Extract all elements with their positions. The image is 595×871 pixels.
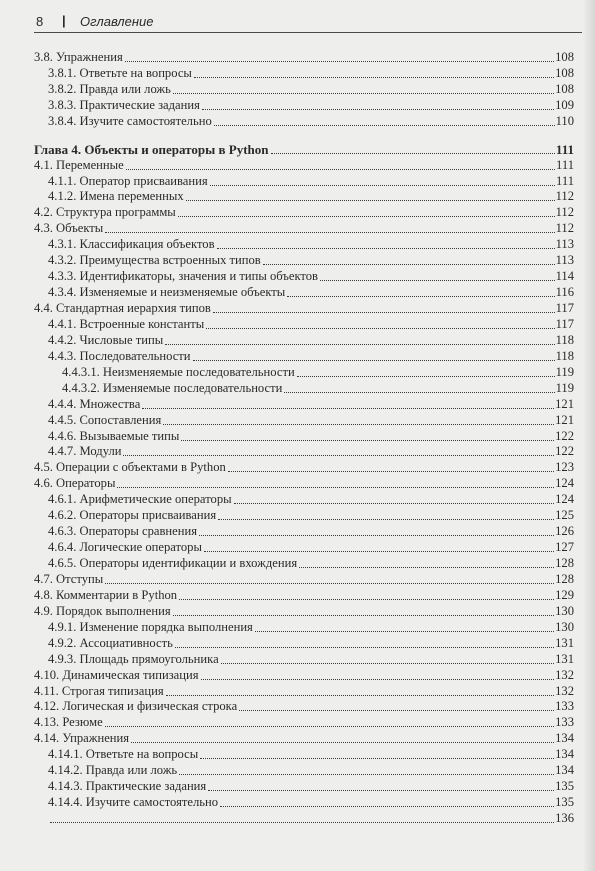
toc-entry-page-number: 118 bbox=[555, 348, 574, 363]
toc-dot-leader bbox=[202, 109, 554, 110]
toc-entry-page-number: 112 bbox=[555, 205, 574, 220]
toc-entry-label: 4.8. Комментарии в Python bbox=[34, 587, 178, 602]
toc-entry-label: 4.9.2. Ассоциативность bbox=[48, 635, 173, 650]
toc-dot-leader bbox=[210, 185, 555, 186]
toc-dot-leader bbox=[199, 535, 554, 536]
toc-entry bbox=[34, 779, 574, 795]
toc-entry-label: 4.4.3.2. Изменяемые последовательности bbox=[62, 380, 283, 395]
toc-entry-page-number: 108 bbox=[555, 49, 574, 64]
toc-dot-leader bbox=[131, 742, 554, 743]
toc-entry bbox=[34, 620, 574, 636]
toc-entry-page-number: 135 bbox=[555, 779, 574, 794]
toc-entry bbox=[34, 349, 574, 365]
toc-dot-leader bbox=[239, 710, 554, 711]
toc-entry-page-number: 133 bbox=[555, 699, 574, 714]
toc-entry-label: 4.6.2. Операторы присваивания bbox=[48, 508, 217, 523]
toc-entry-page-number: 134 bbox=[555, 747, 574, 762]
toc-chapter-entry bbox=[34, 142, 574, 158]
toc-entry-page-number: 113 bbox=[555, 253, 574, 268]
toc-entry-page-number: 117 bbox=[555, 301, 574, 316]
toc-entry bbox=[34, 285, 574, 301]
toc-entry bbox=[34, 731, 574, 747]
toc-entry-label: 4.4. Стандартная иерархия типов bbox=[34, 301, 211, 316]
toc-entry-page-number: 122 bbox=[555, 428, 574, 443]
toc-entry-page-number: 111 bbox=[556, 157, 574, 172]
toc-entry bbox=[34, 460, 574, 476]
toc-dot-leader bbox=[105, 232, 554, 233]
toc-entry-label: 4.2. Структура программы bbox=[34, 205, 176, 220]
toc-entry-page-number: 128 bbox=[555, 556, 574, 571]
toc-entry-label: 4.6. Операторы bbox=[34, 476, 116, 491]
toc-dot-leader bbox=[320, 280, 555, 281]
toc-dot-leader bbox=[50, 822, 554, 823]
toc-entry bbox=[34, 572, 574, 588]
toc-dot-leader bbox=[208, 790, 554, 791]
toc-entry-label: 4.6.5. Операторы идентификации и вхождения bbox=[48, 556, 298, 571]
toc-entry-page-number: 135 bbox=[555, 795, 574, 810]
toc-entry-label: 4.7. Отступы bbox=[34, 571, 104, 586]
toc-entry-label: 4.4.3. Последовательности bbox=[48, 348, 191, 363]
toc-entry bbox=[34, 795, 574, 811]
toc-dot-leader bbox=[263, 264, 555, 265]
toc-entry bbox=[34, 668, 574, 684]
toc-dot-leader bbox=[234, 503, 555, 504]
toc-dot-leader bbox=[284, 392, 554, 393]
toc-entry bbox=[34, 684, 574, 700]
toc-entry bbox=[34, 190, 574, 206]
toc-entry-label: 4.6.4. Логические операторы bbox=[48, 540, 202, 555]
toc-entry-page-number: 121 bbox=[555, 396, 574, 411]
toc-entry bbox=[34, 174, 574, 190]
toc-entry bbox=[34, 397, 574, 413]
toc-entry-page-number: 117 bbox=[555, 316, 574, 331]
toc-dot-leader bbox=[220, 806, 554, 807]
toc-entry-label: 4.6.1. Арифметические операторы bbox=[48, 492, 232, 507]
toc-entry bbox=[34, 253, 574, 269]
toc-entry-page-number: 123 bbox=[555, 460, 574, 475]
toc-entry-label: 3.8. Упражнения bbox=[34, 49, 123, 64]
toc-entry-page-number: 112 bbox=[555, 221, 574, 236]
toc-dot-leader bbox=[179, 774, 554, 775]
toc-entry-label: 4.14. Упражнения bbox=[34, 731, 130, 746]
toc-entry-label: 4.4.2. Числовые типы bbox=[48, 332, 164, 347]
toc-dot-leader bbox=[105, 583, 554, 584]
toc-entry-page-number: 121 bbox=[555, 412, 574, 427]
toc-dot-leader bbox=[175, 647, 554, 648]
toc-entry-label: 4.12. Логическая и физическая строка bbox=[34, 699, 238, 714]
toc-entry bbox=[34, 317, 574, 333]
toc-entry-label: 3.8.4. Изучите самостоятельно bbox=[48, 113, 212, 128]
toc-entry-label: 4.5. Операции с объектами в Python bbox=[34, 460, 226, 475]
toc-dot-leader bbox=[201, 679, 555, 680]
toc-entry bbox=[34, 365, 574, 381]
toc-entry bbox=[34, 237, 574, 253]
toc-entry-label: 4.9.3. Площадь прямоугольника bbox=[48, 651, 219, 666]
toc-entry bbox=[34, 98, 574, 114]
toc-entry-label: 4.3.1. Классификация объектов bbox=[48, 237, 215, 252]
toc-dot-leader bbox=[297, 376, 555, 377]
toc-entry-label: Глава 4. Объекты и операторы в Python bbox=[34, 141, 269, 157]
toc-dot-leader bbox=[142, 408, 554, 409]
header-title: Оглавление bbox=[80, 14, 154, 29]
toc-chapter-spacer bbox=[34, 130, 574, 142]
toc-dot-leader bbox=[166, 695, 555, 696]
toc-entry-page-number: 110 bbox=[555, 113, 574, 128]
toc-dot-leader bbox=[200, 758, 554, 759]
toc-entry-page-number: 134 bbox=[555, 731, 574, 746]
toc-entry-page-number: 125 bbox=[555, 508, 574, 523]
toc-entry bbox=[34, 269, 574, 285]
toc-entry bbox=[34, 66, 574, 82]
toc-entry bbox=[34, 381, 574, 397]
toc-entry bbox=[34, 158, 574, 174]
toc-entry-label: 4.1.2. Имена переменных bbox=[48, 189, 184, 204]
toc-entry-label: 4.10. Динамическая типизация bbox=[34, 667, 199, 682]
toc-entry-label: 4.9. Порядок выполнения bbox=[34, 603, 171, 618]
toc-dot-leader bbox=[213, 312, 555, 313]
toc-entry-label: 4.6.3. Операторы сравнения bbox=[48, 524, 198, 539]
toc-entry-page-number: 127 bbox=[555, 540, 574, 555]
toc-entry-page-number: 124 bbox=[555, 492, 574, 507]
toc-entry bbox=[34, 540, 574, 556]
toc-entry-page-number: 126 bbox=[555, 524, 574, 539]
toc-entry-page-number: 116 bbox=[555, 285, 574, 300]
running-header bbox=[34, 12, 582, 33]
toc-dot-leader bbox=[179, 599, 554, 600]
toc-dot-leader bbox=[178, 216, 555, 217]
toc-entry-page-number: 122 bbox=[555, 444, 574, 459]
toc-entry-label: 4.1.1. Оператор присваивания bbox=[48, 173, 208, 188]
toc-entry bbox=[34, 205, 574, 221]
toc-dot-leader bbox=[123, 455, 554, 456]
toc-entry-page-number: 111 bbox=[556, 173, 574, 188]
toc-entry-label: 4.3. Объекты bbox=[34, 221, 104, 236]
toc-entry-label: 4.4.5. Сопоставления bbox=[48, 412, 162, 427]
toc-dot-leader bbox=[126, 169, 555, 170]
toc-dot-leader bbox=[194, 77, 554, 78]
toc-entry-page-number: 118 bbox=[555, 332, 574, 347]
toc-entry-label: 4.4.6. Вызываемые типы bbox=[48, 428, 180, 443]
toc-entry-label: 4.3.4. Изменяемые и неизменяемые объекты bbox=[48, 285, 286, 300]
toc-entry-label: 4.14.1. Ответьте на вопросы bbox=[48, 747, 199, 762]
toc-entry-label: 4.4.4. Множества bbox=[48, 396, 141, 411]
toc-entry bbox=[34, 652, 574, 668]
toc-entry-label: 4.11. Строгая типизация bbox=[34, 683, 164, 698]
toc-entry-page-number: 128 bbox=[555, 571, 574, 586]
toc-entry-label: 4.4.7. Модули bbox=[48, 444, 122, 459]
toc-dot-leader bbox=[165, 344, 554, 345]
toc-entry bbox=[34, 636, 574, 652]
toc-entry-label: 3.8.1. Ответьте на вопросы bbox=[48, 65, 192, 80]
toc-entry-page-number: 132 bbox=[555, 683, 574, 698]
toc-entry bbox=[34, 114, 574, 130]
toc-entry bbox=[34, 747, 574, 763]
toc-dot-leader bbox=[255, 631, 554, 632]
toc-dot-leader bbox=[181, 440, 554, 441]
toc-dot-leader bbox=[214, 125, 555, 126]
toc-entry bbox=[34, 333, 574, 349]
toc-dot-leader bbox=[193, 360, 555, 361]
toc-entry-label: 4.14.4. Изучите самостоятельно bbox=[48, 795, 219, 810]
toc-entry-label: 4.14.2. Правда или ложь bbox=[48, 763, 178, 778]
toc-entry-page-number: 134 bbox=[555, 763, 574, 778]
toc-entry-page-number: 112 bbox=[555, 189, 574, 204]
toc-entry-label: 3.8.2. Правда или ложь bbox=[48, 81, 171, 96]
page-edge-shadow bbox=[583, 0, 595, 871]
toc-entry-label: 4.4.1. Встроенные константы bbox=[48, 316, 205, 331]
toc-entry bbox=[34, 811, 574, 827]
toc-entry-label: 4.9.1. Изменение порядка выполнения bbox=[48, 619, 253, 634]
toc-dot-leader bbox=[221, 663, 554, 664]
toc-dot-leader bbox=[204, 551, 554, 552]
toc-entry-page-number: 119 bbox=[555, 364, 574, 379]
toc-dot-leader bbox=[271, 153, 555, 154]
toc-entry-label: 4.1. Переменные bbox=[34, 157, 124, 172]
toc-entry bbox=[34, 508, 574, 524]
toc-entry-page-number: 133 bbox=[555, 715, 574, 730]
toc-entry-page-number: 131 bbox=[555, 635, 574, 650]
toc-entry-page-number: 124 bbox=[555, 476, 574, 491]
toc-entry-page-number: 119 bbox=[555, 380, 574, 395]
toc-dot-leader bbox=[287, 296, 554, 297]
toc-dot-leader bbox=[125, 61, 554, 62]
toc-entry bbox=[34, 413, 574, 429]
toc-entry-page-number: 136 bbox=[555, 811, 574, 826]
toc-entry bbox=[34, 588, 574, 604]
toc-dot-leader bbox=[218, 519, 554, 520]
toc-entry bbox=[34, 700, 574, 716]
toc-entry-label: 4.4.3.1. Неизменяемые последовательности bbox=[62, 364, 295, 379]
toc-entry-label: 4.3.2. Преимущества встроенных типов bbox=[48, 253, 261, 268]
toc-entry-page-number: 108 bbox=[555, 81, 574, 96]
toc-entry-page-number: 114 bbox=[555, 269, 574, 284]
toc-dot-leader bbox=[186, 200, 555, 201]
toc-entry-label: 4.3.3. Идентификаторы, значения и типы объектов bbox=[48, 269, 318, 284]
toc-entry bbox=[34, 221, 574, 237]
toc-dot-leader bbox=[228, 471, 554, 472]
toc-entry-page-number: 132 bbox=[555, 667, 574, 682]
toc-dot-leader bbox=[105, 726, 554, 727]
toc-entry-page-number: 129 bbox=[555, 587, 574, 602]
toc-entry bbox=[34, 301, 574, 317]
toc-entry-page-number: 130 bbox=[555, 603, 574, 618]
toc-entry-page-number: 111 bbox=[555, 141, 574, 157]
toc-entry-page-number: 108 bbox=[555, 65, 574, 80]
toc-dot-leader bbox=[206, 328, 554, 329]
toc-entry bbox=[34, 604, 574, 620]
toc-dot-leader bbox=[173, 93, 554, 94]
toc-entry bbox=[34, 445, 574, 461]
toc-entry bbox=[34, 763, 574, 779]
toc-entry bbox=[34, 556, 574, 572]
toc-entry bbox=[34, 82, 574, 98]
toc-dot-leader bbox=[217, 248, 555, 249]
toc-entry-page-number: 131 bbox=[555, 651, 574, 666]
toc-entry-page-number: 109 bbox=[555, 97, 574, 112]
toc-entry-label: 4.13. Резюме bbox=[34, 715, 103, 730]
header-page-number: 8 bbox=[36, 14, 44, 29]
toc-entry-label: 3.8.3. Практические задания bbox=[48, 97, 200, 112]
toc-entry-page-number: 130 bbox=[555, 619, 574, 634]
table-of-contents bbox=[34, 50, 574, 827]
toc-dot-leader bbox=[299, 567, 554, 568]
toc-dot-leader bbox=[173, 615, 554, 616]
toc-entry-page-number: 113 bbox=[555, 237, 574, 252]
toc-entry bbox=[34, 715, 574, 731]
toc-entry bbox=[34, 476, 574, 492]
toc-entry bbox=[34, 50, 574, 66]
header-separator: | bbox=[62, 13, 66, 28]
toc-entry bbox=[34, 492, 574, 508]
toc-entry bbox=[34, 524, 574, 540]
toc-entry bbox=[34, 429, 574, 445]
toc-dot-leader bbox=[163, 424, 554, 425]
toc-entry-label: 4.14.3. Практические задания bbox=[48, 779, 207, 794]
toc-dot-leader bbox=[117, 487, 554, 488]
